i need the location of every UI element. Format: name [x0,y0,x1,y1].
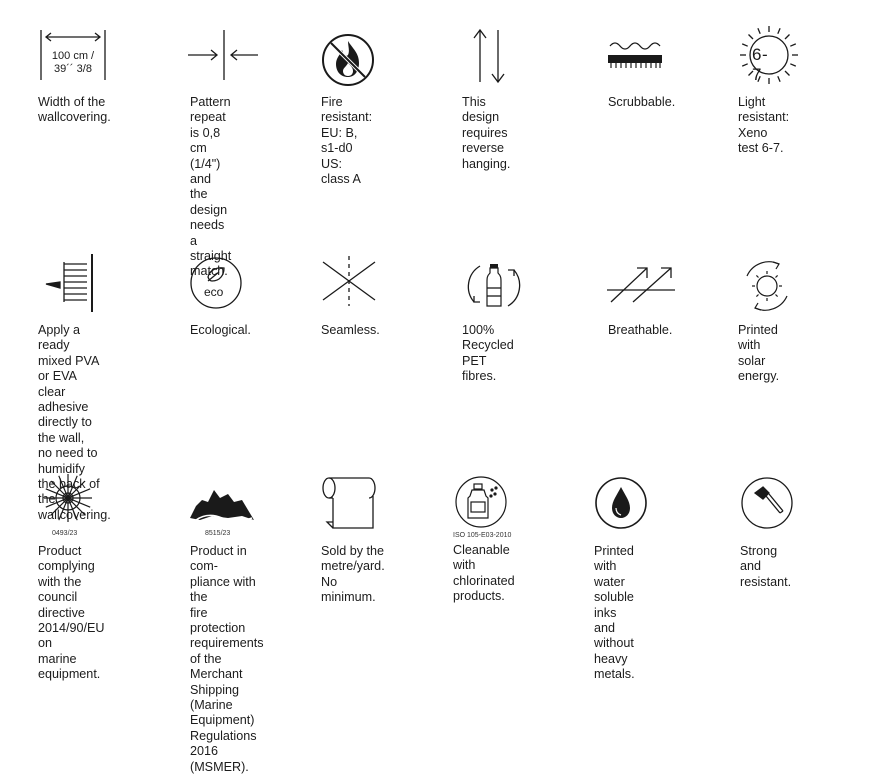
pattern-repeat-icon [188,30,260,80]
solar-energy-icon [739,258,797,314]
roll-icon [321,476,377,532]
breathable-icon [607,264,677,304]
fire-resistant-icon [321,33,375,87]
msmer-crown-icon [188,490,256,524]
chlorine-bottle-icon [454,476,510,532]
light-resistant-icon [738,24,800,86]
water-drop-icon [594,477,650,533]
paste-the-wall-icon [44,254,98,314]
recycled-bottle-icon [466,258,522,314]
scrubbable-icon [607,40,663,72]
eco-leaf-icon [190,257,244,311]
hammer-icon [740,477,796,533]
seamless-icon [321,256,379,306]
marine-wheel-icon [40,472,96,526]
reverse-hanging-icon [470,28,510,84]
